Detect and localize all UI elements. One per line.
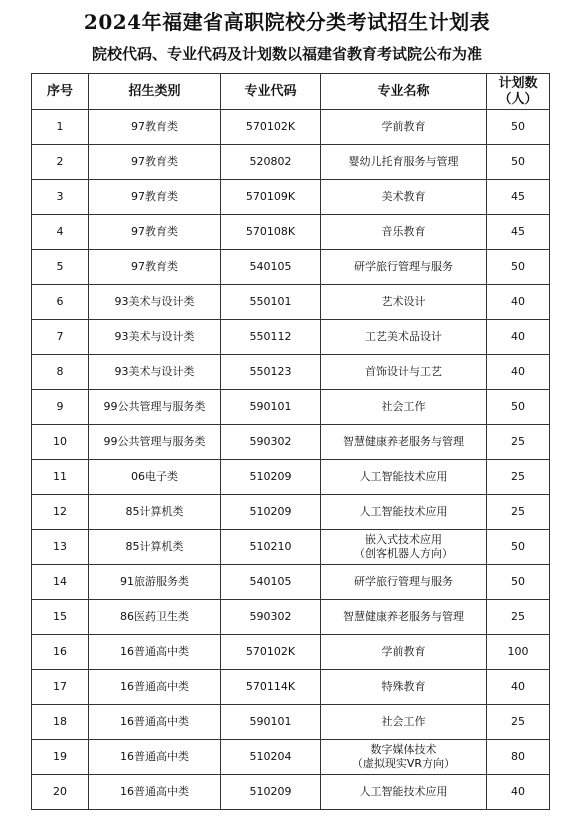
major-name-line: 人工智能技术应用 <box>359 505 448 518</box>
cell-plan-count: 25 <box>487 425 550 460</box>
table-row <box>32 740 550 775</box>
cell-category: 97教育类 <box>89 250 221 285</box>
cell-major-code: 550112 <box>221 320 321 355</box>
document-subtitle: 院校代码、专业代码及计划数以福建省教育考试院公布为准 <box>91 45 482 63</box>
major-name-line: 智慧健康养老服务与管理 <box>343 610 464 623</box>
cell-seq: 3 <box>32 180 89 215</box>
cell-category: 97教育类 <box>89 145 221 180</box>
cell-major-code: 540105 <box>221 250 321 285</box>
table-row <box>32 635 550 670</box>
cell-major-code: 570102K <box>221 110 321 145</box>
cell-major-name <box>321 670 487 705</box>
cell-major-code: 570109K <box>221 180 321 215</box>
cell-seq: 9 <box>32 390 89 425</box>
table-row <box>32 425 550 460</box>
cell-seq: 1 <box>32 110 89 145</box>
cell-category: 93美术与设计类 <box>89 320 221 355</box>
cell-major-name <box>321 215 487 250</box>
cell-major-code: 520802 <box>221 145 321 180</box>
cell-major-name <box>321 530 487 565</box>
cell-category: 16普通高中类 <box>89 775 221 810</box>
cell-major-code: 570102K <box>221 635 321 670</box>
major-name-line: （创客机器人方向） <box>354 547 453 560</box>
cell-seq: 20 <box>32 775 89 810</box>
major-name-line: 数字媒体技术 <box>370 743 437 756</box>
table-row <box>32 215 550 250</box>
table-row <box>32 250 550 285</box>
cell-plan-count: 100 <box>487 635 550 670</box>
table-row <box>32 320 550 355</box>
cell-category: 16普通高中类 <box>89 670 221 705</box>
cell-seq: 8 <box>32 355 89 390</box>
cell-seq: 4 <box>32 215 89 250</box>
major-name-line: 社会工作 <box>381 400 426 413</box>
cell-plan-count: 50 <box>487 565 550 600</box>
cell-major-name <box>321 600 487 635</box>
cell-major-name <box>321 180 487 215</box>
cell-major-code: 550101 <box>221 285 321 320</box>
cell-major-code: 590101 <box>221 705 321 740</box>
cell-category: 85计算机类 <box>89 495 221 530</box>
cell-seq: 13 <box>32 530 89 565</box>
header-major-name: 专业名称 <box>321 74 487 110</box>
table-row <box>32 110 550 145</box>
cell-major-code: 590302 <box>221 425 321 460</box>
major-name-line: 研学旅行管理与服务 <box>354 575 453 588</box>
cell-seq: 14 <box>32 565 89 600</box>
table-row <box>32 670 550 705</box>
cell-seq: 18 <box>32 705 89 740</box>
cell-major-code: 510204 <box>221 740 321 775</box>
cell-major-code: 570114K <box>221 670 321 705</box>
header-major-code: 专业代码 <box>221 74 321 110</box>
cell-plan-count: 25 <box>487 495 550 530</box>
cell-major-name <box>321 495 487 530</box>
cell-category: 93美术与设计类 <box>89 355 221 390</box>
table-row <box>32 355 550 390</box>
cell-category: 91旅游服务类 <box>89 565 221 600</box>
major-name-line: 学前教育 <box>381 120 426 133</box>
cell-major-name <box>321 355 487 390</box>
major-name-line: 智慧健康养老服务与管理 <box>343 435 464 448</box>
table-row <box>32 600 550 635</box>
cell-major-code: 590302 <box>221 600 321 635</box>
table-row <box>32 460 550 495</box>
table-row <box>32 530 550 565</box>
cell-major-code: 510210 <box>221 530 321 565</box>
cell-seq: 15 <box>32 600 89 635</box>
table-row <box>32 145 550 180</box>
cell-plan-count: 50 <box>487 390 550 425</box>
cell-plan-count: 50 <box>487 145 550 180</box>
header-category: 招生类别 <box>89 74 221 110</box>
enrollment-plan-table <box>31 73 550 810</box>
major-name-line: 工艺美术品设计 <box>365 330 442 343</box>
cell-category: 85计算机类 <box>89 530 221 565</box>
table-row <box>32 705 550 740</box>
cell-plan-count: 40 <box>487 320 550 355</box>
cell-major-code: 510209 <box>221 495 321 530</box>
cell-category: 16普通高中类 <box>89 635 221 670</box>
cell-category: 97教育类 <box>89 180 221 215</box>
cell-plan-count: 25 <box>487 460 550 495</box>
table-row <box>32 565 550 600</box>
cell-category: 16普通高中类 <box>89 705 221 740</box>
cell-major-name <box>321 250 487 285</box>
cell-seq: 16 <box>32 635 89 670</box>
cell-major-name <box>321 285 487 320</box>
major-name-line: 研学旅行管理与服务 <box>354 260 453 273</box>
major-name-line: 音乐教育 <box>381 225 426 238</box>
cell-category: 16普通高中类 <box>89 740 221 775</box>
cell-plan-count: 45 <box>487 180 550 215</box>
cell-plan-count: 40 <box>487 670 550 705</box>
major-name-line: 社会工作 <box>381 715 426 728</box>
cell-plan-count: 50 <box>487 110 550 145</box>
cell-plan-count: 25 <box>487 600 550 635</box>
major-name-line: 人工智能技术应用 <box>359 785 448 798</box>
cell-major-code: 510209 <box>221 460 321 495</box>
cell-seq: 19 <box>32 740 89 775</box>
cell-major-code: 510209 <box>221 775 321 810</box>
cell-seq: 17 <box>32 670 89 705</box>
cell-seq: 2 <box>32 145 89 180</box>
cell-major-name <box>321 460 487 495</box>
table-header-row <box>32 74 550 110</box>
table-row <box>32 180 550 215</box>
cell-plan-count: 25 <box>487 705 550 740</box>
cell-category: 99公共管理与服务类 <box>89 390 221 425</box>
cell-seq: 5 <box>32 250 89 285</box>
cell-plan-count: 80 <box>487 740 550 775</box>
cell-plan-count: 50 <box>487 530 550 565</box>
cell-plan-count: 40 <box>487 775 550 810</box>
cell-plan-count: 40 <box>487 285 550 320</box>
cell-major-name <box>321 775 487 810</box>
cell-plan-count: 50 <box>487 250 550 285</box>
major-name-line: 特殊教育 <box>381 680 426 693</box>
cell-major-name <box>321 320 487 355</box>
cell-category: 06电子类 <box>89 460 221 495</box>
cell-major-code: 550123 <box>221 355 321 390</box>
table-body <box>32 110 550 810</box>
cell-major-code: 590101 <box>221 390 321 425</box>
header-seq: 序号 <box>32 74 89 110</box>
header-plan-count <box>487 74 550 110</box>
cell-major-name <box>321 425 487 460</box>
cell-plan-count: 45 <box>487 215 550 250</box>
major-name-line: 美术教育 <box>381 190 426 203</box>
cell-category: 99公共管理与服务类 <box>89 425 221 460</box>
header-plan-line1: 计划数 <box>498 75 538 91</box>
table-row <box>32 775 550 810</box>
document-title: 2024年福建省高职院校分类考试招生计划表 <box>83 10 491 34</box>
major-name-line: 学前教育 <box>381 645 426 658</box>
cell-major-name <box>321 390 487 425</box>
major-name-line: 人工智能技术应用 <box>359 470 448 483</box>
cell-major-name <box>321 705 487 740</box>
cell-seq: 12 <box>32 495 89 530</box>
cell-major-code: 570108K <box>221 215 321 250</box>
cell-major-name <box>321 110 487 145</box>
major-name-line: 艺术设计 <box>381 295 426 308</box>
major-name-line: 婴幼儿托育服务与管理 <box>348 155 459 168</box>
major-name-line: （虚拟现实VR方向） <box>351 757 456 770</box>
cell-major-name <box>321 635 487 670</box>
cell-major-name <box>321 145 487 180</box>
cell-category: 97教育类 <box>89 215 221 250</box>
cell-category: 97教育类 <box>89 110 221 145</box>
cell-major-name <box>321 740 487 775</box>
cell-seq: 7 <box>32 320 89 355</box>
cell-seq: 11 <box>32 460 89 495</box>
cell-major-code: 540105 <box>221 565 321 600</box>
table-row <box>32 495 550 530</box>
header-plan-line2: （人） <box>498 91 538 107</box>
cell-plan-count: 40 <box>487 355 550 390</box>
major-name-line: 嵌入式技术应用 <box>365 533 442 546</box>
cell-category: 93美术与设计类 <box>89 285 221 320</box>
cell-category: 86医药卫生类 <box>89 600 221 635</box>
major-name-line: 首饰设计与工艺 <box>365 365 442 378</box>
cell-seq: 6 <box>32 285 89 320</box>
table-row <box>32 285 550 320</box>
cell-major-name <box>321 565 487 600</box>
table-row <box>32 390 550 425</box>
cell-seq: 10 <box>32 425 89 460</box>
